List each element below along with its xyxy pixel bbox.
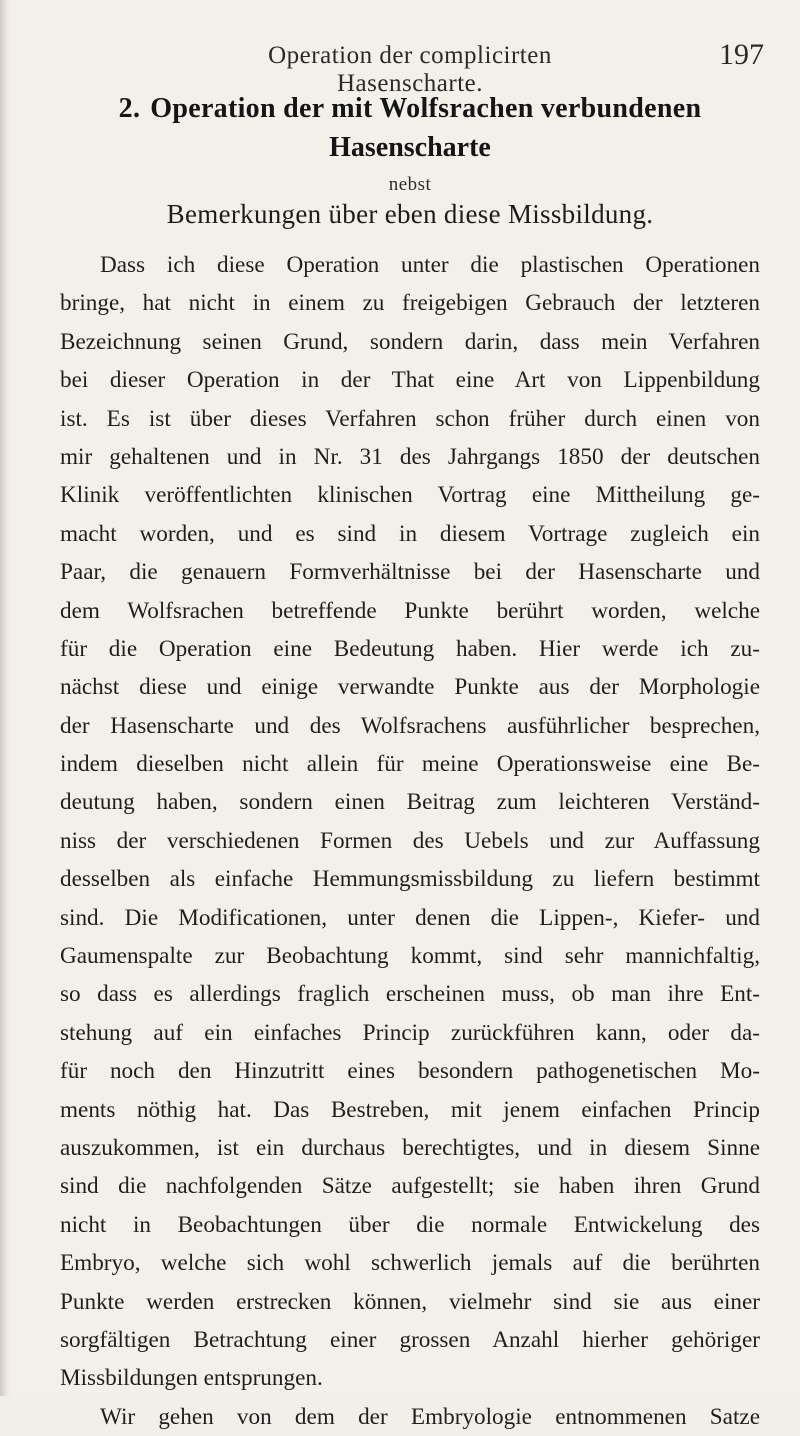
body-line: niss der verschiedenen Formen des Uebels und zur Auffassung xyxy=(60,827,760,854)
section-number: 2. xyxy=(118,93,141,124)
body-line: Bezeichnung seinen Grund, sondern darin, dass mein Verfahren xyxy=(60,328,760,355)
body-line: sorgfältigen Betrachtung einer grossen Anzahl hierher gehöriger xyxy=(60,1326,760,1353)
section-title-line-2: Hasenscharte xyxy=(329,132,491,163)
body-line: so dass es allerdings fraglich erscheinen muss, ob man ihre Ent- xyxy=(60,981,760,1008)
page-number: 197 xyxy=(719,38,764,71)
body-line: macht worden, und es sind in diesem Vortrage zugleich ein xyxy=(60,520,760,547)
body-line: sind. Die Modificationen, unter denen die Lippen-, Kiefer- und xyxy=(60,904,760,931)
body-line: für die Operation eine Bedeutung haben. Hier werde ich zu- xyxy=(60,635,760,662)
body-line: ist. Es ist über dieses Verfahren schon früher durch einen von xyxy=(60,405,760,432)
body-line: ments nöthig hat. Das Bestreben, mit jenem einfachen Princip xyxy=(60,1096,760,1123)
body-line: stehung auf ein einfaches Princip zurückführen kann, oder da- xyxy=(60,1019,760,1046)
section-title-line-1: Operation der mit Wolfsrachen verbundenen xyxy=(150,93,702,124)
body-line: für noch den Hinzutritt eines besondern pathogenetischen Mo- xyxy=(60,1058,760,1085)
body-line: Dass ich diese Operation unter die plastischen Operationen xyxy=(100,252,760,278)
page-spine-shadow xyxy=(0,0,10,1396)
body-line: indem dieselben nicht allein für meine Operationsweise eine Be- xyxy=(60,751,760,778)
body-line: auszukommen, ist ein durchaus berechtigtes, und in diesem Sinne xyxy=(60,1134,760,1161)
body-line: der Hasenscharte und des Wolfsrachens ausführlicher besprechen, xyxy=(60,712,760,739)
body-line: Punkte werden erstrecken können, vielmehr sind sie aus einer xyxy=(60,1288,760,1315)
body-line: mir gehaltenen und in Nr. 31 des Jahrgangs 1850 der deutschen xyxy=(60,443,760,470)
body-line: desselben als einfache Hemmungsmissbildung zu liefern bestimmt xyxy=(60,866,760,893)
body-line: Paar, die genauern Formverhältnisse bei der Hasenscharte und xyxy=(60,559,760,586)
body-line: bei dieser Operation in der That eine Art von Lippenbildung xyxy=(60,367,760,394)
body-line: dem Wolfsrachen betreffende Punkte berührt worden, welche xyxy=(60,597,760,624)
body-line: Klinik veröffentlichten klinischen Vortrag eine Mittheilung ge- xyxy=(60,482,760,509)
section-subtitle: Bemerkungen über eben diese Missbildung. xyxy=(166,199,654,229)
body-line: nächst diese und einige verwandte Punkte aus der Morphologie xyxy=(60,674,760,701)
body-line: deutung haben, sondern einen Beitrag zum leichteren Verständ- xyxy=(60,789,760,816)
body-line: Embryo, welche sich wohl schwerlich jemals auf die berührten xyxy=(60,1250,760,1277)
section-connector: nebst xyxy=(388,174,432,195)
body-text xyxy=(60,246,760,1436)
body-line: Missbildungen entsprungen. xyxy=(60,1365,323,1392)
body-line: Gaumenspalte zur Beobachtung kommt, sind sehr mannichfaltig, xyxy=(60,943,760,970)
running-head: Operation der complicirten Hasenscharte. xyxy=(268,42,552,97)
body-line: bringe, hat nicht in einem zu freigebigen Gebrauch der letzteren xyxy=(60,290,760,317)
body-line: Wir gehen von dem der Embryologie entnommenen Satze xyxy=(100,1403,760,1430)
body-line: sind die nachfolgenden Sätze aufgestellt; sie haben ihren Grund xyxy=(60,1173,760,1200)
body-line: nicht in Beobachtungen über die normale Entwickelung des xyxy=(60,1211,760,1238)
section-title xyxy=(60,90,760,128)
